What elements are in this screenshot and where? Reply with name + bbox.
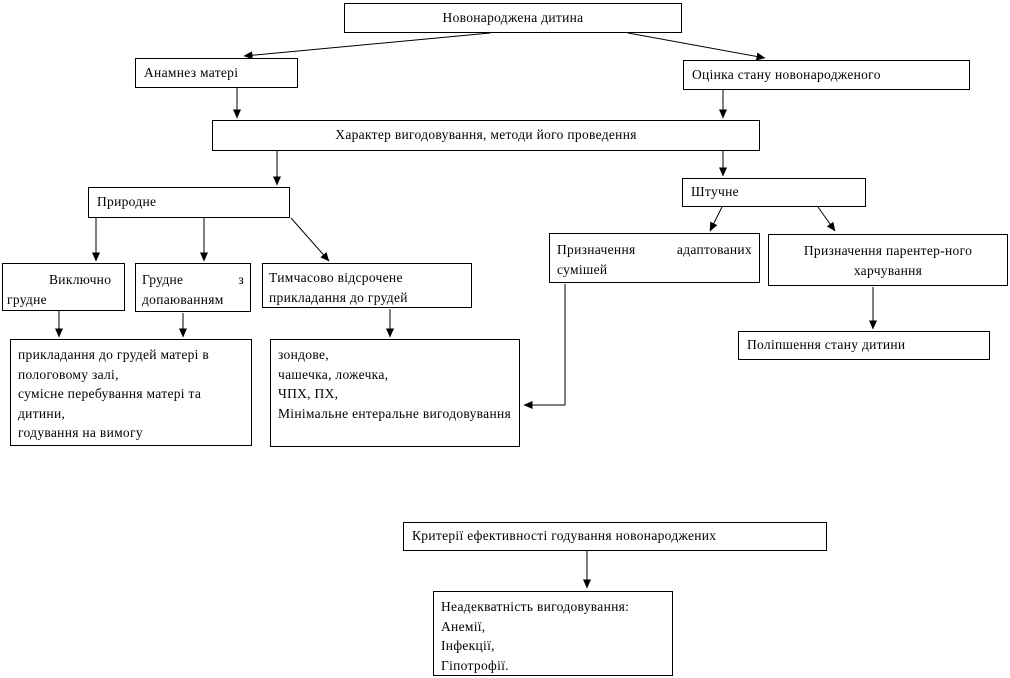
node-adapted-formulas-label: Призначення адаптованих сумішей: [557, 242, 752, 278]
methods-detail-line-1: зондове,: [278, 347, 329, 362]
node-delayed-attachment-label: Тимчасово відсрочене прикладання до грудей: [269, 270, 408, 306]
natural-detail-line-2: сумісне перебування матері та дитини,: [18, 386, 202, 421]
inadequacy-line-2: Анемії,: [441, 618, 486, 634]
connector-shtuchne-parenteral: [818, 207, 835, 231]
inadequacy-line-3: Інфекції,: [441, 638, 495, 654]
node-child-improvement-label: Поліпшення стану дитини: [747, 337, 906, 353]
node-exclusive-breast: [2, 263, 125, 311]
connector-root-otsinka: [628, 33, 765, 58]
node-mother-anamnesis: [135, 58, 298, 88]
node-feeding-nature-label: Характер вигодовування, методи його проведення: [335, 127, 637, 143]
node-artificial-feeding: [682, 178, 866, 207]
node-delayed-attachment: [262, 263, 472, 308]
methods-detail-line-3: ЧПХ, ПХ,: [278, 386, 339, 402]
node-artificial-feeding-label: Штучне: [691, 184, 739, 200]
node-breast-with-supplement-label: Грудне з допаюванням: [142, 272, 244, 308]
node-feeding-inadequacy: [433, 591, 673, 676]
methods-detail-line-2: чашечка, ложечка,: [278, 366, 389, 382]
inadequacy-line-4: Гіпотрофії.: [441, 657, 509, 673]
connector-root-anamnez: [244, 33, 490, 56]
node-effectiveness-criteria: [403, 522, 827, 551]
node-mother-anamnesis-label: Анамнез матері: [144, 64, 239, 80]
connector-shtuchne-adaptovani: [710, 207, 722, 231]
node-newborn-assessment-label: Оцінка стану новонародженого: [692, 66, 881, 82]
connector-pryrodne-tymchasovo: [291, 218, 329, 261]
node-breast-with-supplement: [135, 263, 251, 312]
node-newborn-child: [344, 3, 682, 33]
node-natural-feeding-details: [10, 339, 252, 446]
node-newborn-assessment: [683, 60, 970, 90]
node-feeding-nature: [212, 120, 760, 151]
connector-adaptovani-detail: [524, 284, 565, 405]
node-adapted-formulas: [549, 233, 760, 283]
node-feeding-methods-details: [270, 339, 520, 447]
node-natural-feeding: [88, 187, 290, 218]
node-parenteral-nutrition: [768, 234, 1008, 286]
inadequacy-line-1: Неадекватність вигодовування:: [441, 599, 630, 614]
natural-detail-line-1: прикладання до грудей матері в пологовому залі,: [18, 347, 210, 382]
node-natural-feeding-label: Природне: [97, 194, 157, 210]
node-child-improvement: [738, 331, 990, 360]
node-effectiveness-criteria-label: Критерії ефективності годування новонароджених: [412, 528, 717, 544]
natural-detail-line-3: годування на вимогу: [18, 425, 143, 441]
node-parenteral-nutrition-label: Призначення парентер-ного харчування: [803, 243, 973, 279]
methods-detail-line-4: Мінімальне ентеральне вигодовування: [278, 405, 512, 421]
node-newborn-child-label: Новонароджена дитина: [442, 9, 584, 25]
node-exclusive-breast-label: Виключно грудне: [7, 272, 112, 308]
